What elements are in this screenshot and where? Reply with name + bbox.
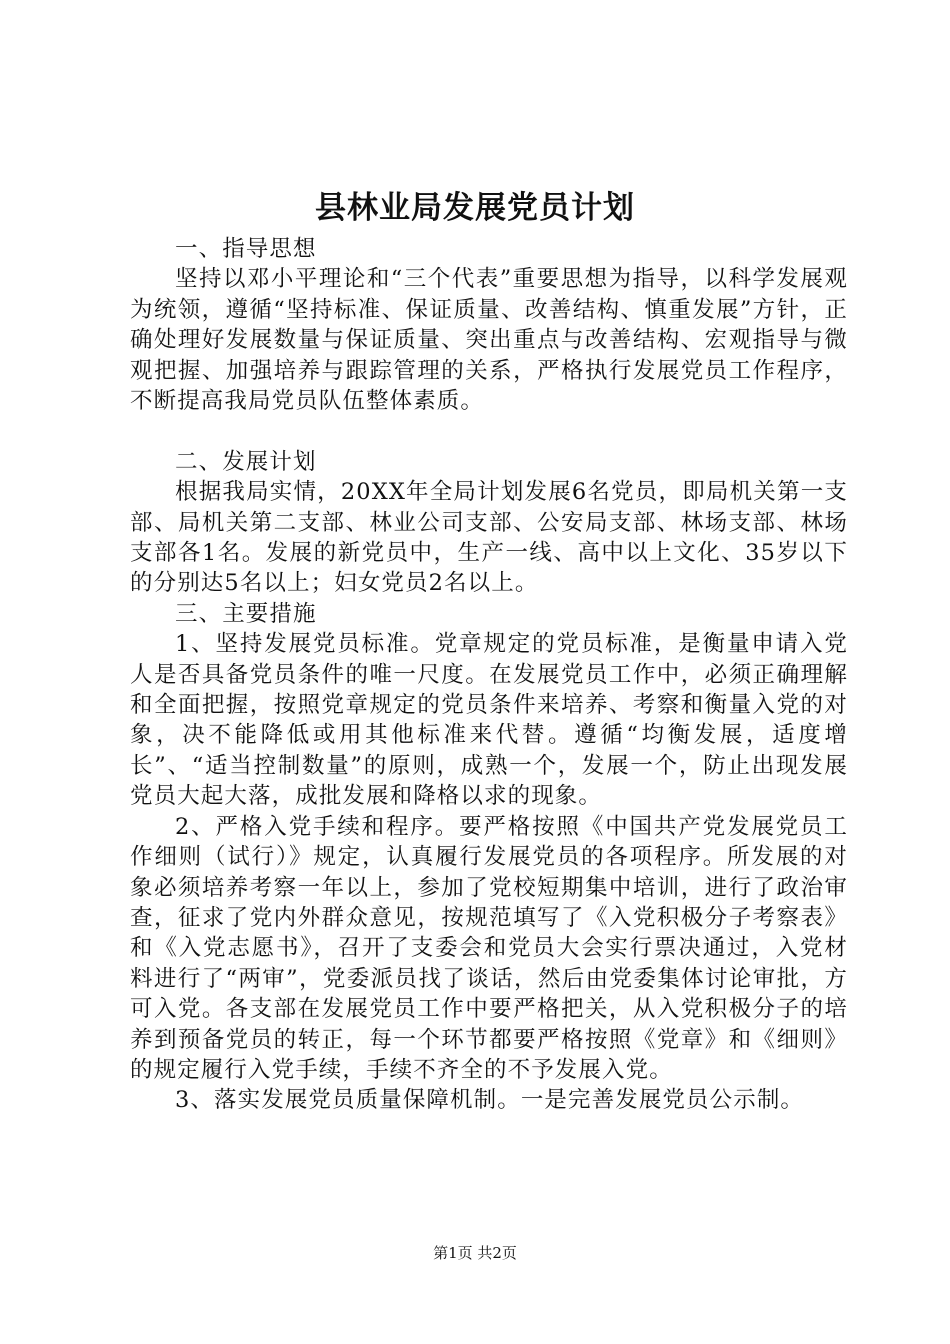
paragraph-development-plan: 根据我局实情，20XX年全局计划发展6名党员，即局机关第一支部、局机关第二支部、林业公司支部、公安局支部、林场支部、林场支部各1名。发展的新党员中，生产一线、高中以上文化、35岁以下的分别达5名以上；妇女党员2名以上。 bbox=[130, 479, 848, 597]
paragraph-measure-1: 1、坚持发展党员标准。党章规定的党员标准，是衡量申请入党人是否具备党员条件的唯一尺度。在发展党员工作中，必须正确理解和全面把握，按照党章规定的党员条件来培养、考察和衡量入党的对象，决不能降低或用其他标准来代替。遵循“均衡发展，适度增长”、“适当控制数量”的原则，成熟一个，发展一个，防止出现发展党员大起大落，成批发展和降格以求的现象。 bbox=[130, 631, 848, 810]
page-number-footer: 第1页 共2页 bbox=[433, 1244, 517, 1262]
paragraph-measure-2: 2、严格入党手续和程序。要严格按照《中国共产党发展党员工作细则（试行）》规定，认真履行发展党员的各项程序。所发展的对象必须培养考察一年以上，参加了党校短期集中培训，进行了政治审查，征求了党内外群众意见，按规范填写了《入党积极分子考察表》和《入党志愿书》，召开了支委会和党员大会实行票决通过，入党材料进行了“两审”，党委派员找了谈话，然后由党委集体讨论审批，方可入党。各支部在发展党员工作中要严格把关，从入党积极分子的培养到预备党员的转正，每一个环节都要严格按照《党章》和《细则》的规定履行入党手续，手续不齐全的不予发展入党。 bbox=[130, 813, 848, 1083]
document-title: 县林业局发展党员计划 bbox=[315, 190, 635, 226]
paragraph-guiding-thought: 坚持以邓小平理论和“三个代表”重要思想为指导，以科学发展观为统领，遵循“坚持标准、保证质量、改善结构、慎重发展”方针，正确处理好发展数量与保证质量、突出重点与改善结构、宏观指导与微观把握、加强培养与跟踪管理的关系，严格执行发展党员工作程序，不断提高我局党员队伍整体素质。 bbox=[130, 266, 848, 415]
paragraph-spacer bbox=[130, 416, 848, 446]
document-body bbox=[130, 234, 848, 1116]
paragraph-measure-3: 3、落实发展党员质量保障机制。一是完善发展党员公示制。 bbox=[175, 1087, 805, 1114]
section-heading-development-plan: 二、发展计划 bbox=[175, 448, 317, 475]
section-heading-main-measures: 三、主要措施 bbox=[175, 600, 317, 627]
section-heading-guiding-thought: 一、指导思想 bbox=[175, 236, 317, 262]
